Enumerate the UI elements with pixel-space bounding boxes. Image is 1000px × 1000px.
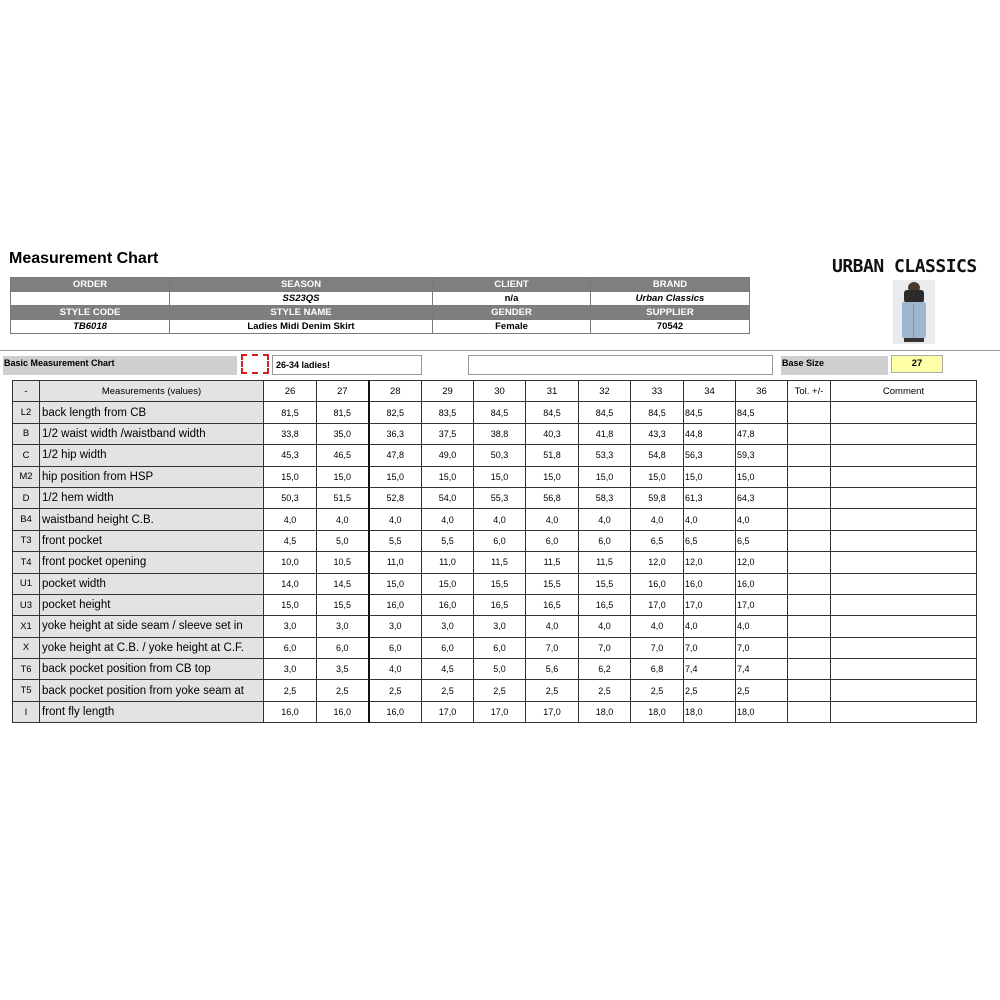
value-cell: 6,0 <box>526 530 579 551</box>
value-cell: 3,0 <box>264 659 317 680</box>
column-header: 26 <box>264 381 317 402</box>
row-code: T4 <box>13 552 40 573</box>
value-cell: 18,0 <box>736 701 788 722</box>
value-cell: 15,0 <box>264 594 317 615</box>
table-row <box>13 487 977 508</box>
notes-field <box>468 355 773 375</box>
value-cell: 15,0 <box>422 573 474 594</box>
value-cell: 82,5 <box>369 402 422 423</box>
row-measurement-name: front pocket opening <box>40 552 264 573</box>
tolerance-cell <box>788 552 831 573</box>
info-value-order <box>11 292 170 306</box>
value-cell: 3,0 <box>474 616 526 637</box>
value-cell: 15,0 <box>422 466 474 487</box>
value-cell: 7,0 <box>631 637 684 658</box>
value-cell: 16,5 <box>526 594 579 615</box>
value-cell: 37,5 <box>422 423 474 444</box>
info-label-style-code: STYLE CODE <box>11 306 170 320</box>
value-cell: 14,5 <box>317 573 369 594</box>
row-measurement-name: front pocket <box>40 530 264 551</box>
comment-cell <box>831 701 977 722</box>
info-value-supplier: 70542 <box>591 320 750 334</box>
row-code: T5 <box>13 680 40 701</box>
value-cell: 15,5 <box>526 573 579 594</box>
column-header: 32 <box>579 381 631 402</box>
value-cell: 38,8 <box>474 423 526 444</box>
value-cell: 16,0 <box>684 573 736 594</box>
tolerance-cell <box>788 530 831 551</box>
value-cell: 6,0 <box>369 637 422 658</box>
value-cell: 7,4 <box>684 659 736 680</box>
value-cell: 15,0 <box>526 466 579 487</box>
value-cell: 6,0 <box>474 530 526 551</box>
value-cell: 17,0 <box>526 701 579 722</box>
value-cell: 12,0 <box>736 552 788 573</box>
value-cell: 14,0 <box>264 573 317 594</box>
value-cell: 2,5 <box>317 680 369 701</box>
tolerance-cell <box>788 487 831 508</box>
value-cell: 3,0 <box>369 616 422 637</box>
value-cell: 47,8 <box>736 423 788 444</box>
comment-cell <box>831 616 977 637</box>
value-cell: 4,0 <box>264 509 317 530</box>
value-cell: 16,0 <box>369 701 422 722</box>
info-value-brand: Urban Classics <box>591 292 750 306</box>
table-row <box>13 637 977 658</box>
row-measurement-name: 1/2 waist width /waistband width <box>40 423 264 444</box>
value-cell: 17,0 <box>684 594 736 615</box>
value-cell: 43,3 <box>631 423 684 444</box>
value-cell: 52,8 <box>369 487 422 508</box>
row-measurement-name: pocket height <box>40 594 264 615</box>
table-row <box>13 530 977 551</box>
info-value-style-code: TB6018 <box>11 320 170 334</box>
value-cell: 4,5 <box>264 530 317 551</box>
value-cell: 15,0 <box>369 466 422 487</box>
value-cell: 81,5 <box>264 402 317 423</box>
value-cell: 2,5 <box>526 680 579 701</box>
value-cell: 36,3 <box>369 423 422 444</box>
column-header: 34 <box>684 381 736 402</box>
comment-cell <box>831 466 977 487</box>
value-cell: 40,3 <box>526 423 579 444</box>
value-cell: 5,5 <box>422 530 474 551</box>
value-cell: 4,0 <box>736 509 788 530</box>
value-cell: 83,5 <box>422 402 474 423</box>
value-cell: 2,5 <box>579 680 631 701</box>
value-cell: 6,5 <box>736 530 788 551</box>
table-row <box>13 594 977 615</box>
value-cell: 5,0 <box>474 659 526 680</box>
info-label-order: ORDER <box>11 278 170 292</box>
value-cell: 41,8 <box>579 423 631 444</box>
value-cell: 15,5 <box>579 573 631 594</box>
table-row <box>13 466 977 487</box>
table-row <box>13 423 977 444</box>
row-code: D <box>13 487 40 508</box>
column-header: - <box>13 381 40 402</box>
tolerance-cell <box>788 616 831 637</box>
row-code: U3 <box>13 594 40 615</box>
row-measurement-name: pocket width <box>40 573 264 594</box>
comment-cell <box>831 530 977 551</box>
value-cell: 16,0 <box>264 701 317 722</box>
value-cell: 55,3 <box>474 487 526 508</box>
comment-cell <box>831 509 977 530</box>
value-cell: 7,0 <box>579 637 631 658</box>
value-cell: 4,0 <box>369 509 422 530</box>
value-cell: 84,5 <box>736 402 788 423</box>
value-cell: 12,0 <box>684 552 736 573</box>
value-cell: 7,0 <box>736 637 788 658</box>
table-row <box>13 573 977 594</box>
value-cell: 6,0 <box>579 530 631 551</box>
tolerance-cell <box>788 659 831 680</box>
value-cell: 15,0 <box>579 466 631 487</box>
tolerance-cell <box>788 509 831 530</box>
value-cell: 16,0 <box>317 701 369 722</box>
value-cell: 4,0 <box>579 616 631 637</box>
value-cell: 4,0 <box>422 509 474 530</box>
row-code: I <box>13 701 40 722</box>
row-measurement-name: hip position from HSP <box>40 466 264 487</box>
row-code: T3 <box>13 530 40 551</box>
value-cell: 6,0 <box>317 637 369 658</box>
row-measurement-name: 1/2 hip width <box>40 445 264 466</box>
row-code: X <box>13 637 40 658</box>
value-cell: 56,3 <box>684 445 736 466</box>
value-cell: 4,5 <box>422 659 474 680</box>
row-code: X1 <box>13 616 40 637</box>
tolerance-cell <box>788 701 831 722</box>
value-cell: 5,0 <box>317 530 369 551</box>
value-cell: 50,3 <box>264 487 317 508</box>
info-label-brand: BRAND <box>591 278 750 292</box>
value-cell: 2,5 <box>474 680 526 701</box>
size-range-marker <box>241 354 269 374</box>
value-cell: 11,5 <box>526 552 579 573</box>
value-cell: 16,5 <box>474 594 526 615</box>
tolerance-cell <box>788 402 831 423</box>
row-code: B4 <box>13 509 40 530</box>
value-cell: 4,0 <box>631 616 684 637</box>
value-cell: 5,5 <box>369 530 422 551</box>
info-label-supplier: SUPPLIER <box>591 306 750 320</box>
value-cell: 58,3 <box>579 487 631 508</box>
value-cell: 17,0 <box>631 594 684 615</box>
row-measurement-name: front fly length <box>40 701 264 722</box>
value-cell: 64,3 <box>736 487 788 508</box>
value-cell: 15,0 <box>317 466 369 487</box>
column-header: 31 <box>526 381 579 402</box>
comment-cell <box>831 552 977 573</box>
value-cell: 4,0 <box>369 659 422 680</box>
value-cell: 2,5 <box>631 680 684 701</box>
value-cell: 47,8 <box>369 445 422 466</box>
page-title: Measurement Chart <box>9 250 159 267</box>
value-cell: 84,5 <box>526 402 579 423</box>
value-cell: 16,0 <box>736 573 788 594</box>
value-cell: 4,0 <box>684 509 736 530</box>
value-cell: 51,5 <box>317 487 369 508</box>
table-row <box>13 402 977 423</box>
value-cell: 3,0 <box>422 616 474 637</box>
value-cell: 6,5 <box>684 530 736 551</box>
table-row <box>13 680 977 701</box>
value-cell: 17,0 <box>474 701 526 722</box>
value-cell: 56,8 <box>526 487 579 508</box>
value-cell: 2,5 <box>264 680 317 701</box>
row-measurement-name: back length from CB <box>40 402 264 423</box>
value-cell: 18,0 <box>631 701 684 722</box>
column-header: 33 <box>631 381 684 402</box>
size-range-field: 26-34 ladies! <box>272 355 422 375</box>
info-label-client: CLIENT <box>433 278 591 292</box>
value-cell: 61,3 <box>684 487 736 508</box>
value-cell: 15,0 <box>264 466 317 487</box>
value-cell: 18,0 <box>579 701 631 722</box>
value-cell: 4,0 <box>684 616 736 637</box>
value-cell: 2,5 <box>422 680 474 701</box>
comment-cell <box>831 573 977 594</box>
row-measurement-name: 1/2 hem width <box>40 487 264 508</box>
value-cell: 84,5 <box>631 402 684 423</box>
info-label-style-name: STYLE NAME <box>170 306 433 320</box>
value-cell: 10,5 <box>317 552 369 573</box>
value-cell: 6,0 <box>422 637 474 658</box>
value-cell: 16,5 <box>579 594 631 615</box>
table-row <box>13 659 977 680</box>
value-cell: 6,0 <box>264 637 317 658</box>
tolerance-cell <box>788 573 831 594</box>
value-cell: 53,3 <box>579 445 631 466</box>
table-header-row <box>13 381 977 402</box>
row-code: L2 <box>13 402 40 423</box>
info-value-season: SS23QS <box>170 292 433 306</box>
value-cell: 15,0 <box>684 466 736 487</box>
comment-cell <box>831 680 977 701</box>
value-cell: 35,0 <box>317 423 369 444</box>
info-label-season: SEASON <box>170 278 433 292</box>
value-cell: 11,5 <box>474 552 526 573</box>
column-header: 30 <box>474 381 526 402</box>
value-cell: 7,4 <box>736 659 788 680</box>
measurement-table <box>12 380 977 723</box>
value-cell: 51,8 <box>526 445 579 466</box>
tolerance-cell <box>788 445 831 466</box>
value-cell: 3,5 <box>317 659 369 680</box>
row-measurement-name: yoke height at C.B. / yoke height at C.F. <box>40 637 264 658</box>
table-row <box>13 701 977 722</box>
value-cell: 6,2 <box>579 659 631 680</box>
value-cell: 44,8 <box>684 423 736 444</box>
base-size-label: Base Size <box>781 356 888 375</box>
tolerance-cell <box>788 680 831 701</box>
value-cell: 54,8 <box>631 445 684 466</box>
value-cell: 15,0 <box>369 573 422 594</box>
value-cell: 6,8 <box>631 659 684 680</box>
value-cell: 11,5 <box>579 552 631 573</box>
value-cell: 16,0 <box>631 573 684 594</box>
value-cell: 16,0 <box>422 594 474 615</box>
value-cell: 54,0 <box>422 487 474 508</box>
info-value-client: n/a <box>433 292 591 306</box>
table-row <box>13 509 977 530</box>
value-cell: 84,5 <box>684 402 736 423</box>
row-measurement-name: back pocket position from CB top <box>40 659 264 680</box>
value-cell: 18,0 <box>684 701 736 722</box>
value-cell: 50,3 <box>474 445 526 466</box>
value-cell: 4,0 <box>317 509 369 530</box>
value-cell: 2,5 <box>369 680 422 701</box>
value-cell: 4,0 <box>526 616 579 637</box>
value-cell: 11,0 <box>369 552 422 573</box>
value-cell: 7,0 <box>684 637 736 658</box>
value-cell: 12,0 <box>631 552 684 573</box>
value-cell: 17,0 <box>736 594 788 615</box>
value-cell: 4,0 <box>526 509 579 530</box>
value-cell: 5,6 <box>526 659 579 680</box>
row-measurement-name: back pocket position from yoke seam at <box>40 680 264 701</box>
value-cell: 4,0 <box>736 616 788 637</box>
value-cell: 33,8 <box>264 423 317 444</box>
value-cell: 15,0 <box>736 466 788 487</box>
value-cell: 3,0 <box>264 616 317 637</box>
comment-cell <box>831 445 977 466</box>
value-cell: 84,5 <box>474 402 526 423</box>
column-header: 28 <box>369 381 422 402</box>
value-cell: 7,0 <box>526 637 579 658</box>
row-code: B <box>13 423 40 444</box>
tolerance-cell <box>788 594 831 615</box>
value-cell: 2,5 <box>684 680 736 701</box>
value-cell: 46,5 <box>317 445 369 466</box>
row-code: M2 <box>13 466 40 487</box>
value-cell: 59,3 <box>736 445 788 466</box>
tolerance-cell <box>788 466 831 487</box>
value-cell: 6,5 <box>631 530 684 551</box>
value-cell: 15,0 <box>631 466 684 487</box>
divider <box>0 350 1000 351</box>
value-cell: 10,0 <box>264 552 317 573</box>
value-cell: 6,0 <box>474 637 526 658</box>
column-header: 29 <box>422 381 474 402</box>
row-code: U1 <box>13 573 40 594</box>
column-header: 36 <box>736 381 788 402</box>
comment-cell <box>831 594 977 615</box>
base-size-value: 27 <box>891 355 943 373</box>
value-cell: 11,0 <box>422 552 474 573</box>
row-measurement-name: waistband height C.B. <box>40 509 264 530</box>
value-cell: 4,0 <box>631 509 684 530</box>
comment-cell <box>831 637 977 658</box>
product-photo <box>893 280 935 344</box>
column-header: Measurements (values) <box>40 381 264 402</box>
table-row <box>13 445 977 466</box>
value-cell: 15,5 <box>317 594 369 615</box>
brand-logo: URBAN CLASSICS <box>832 256 977 277</box>
value-cell: 81,5 <box>317 402 369 423</box>
row-code: T6 <box>13 659 40 680</box>
comment-cell <box>831 487 977 508</box>
comment-cell <box>831 402 977 423</box>
column-header: Tol. +/- <box>788 381 831 402</box>
value-cell: 15,5 <box>474 573 526 594</box>
value-cell: 59,8 <box>631 487 684 508</box>
value-cell: 45,3 <box>264 445 317 466</box>
value-cell: 4,0 <box>579 509 631 530</box>
info-value-style-name: Ladies Midi Denim Skirt <box>170 320 433 334</box>
value-cell: 15,0 <box>474 466 526 487</box>
table-row <box>13 616 977 637</box>
value-cell: 84,5 <box>579 402 631 423</box>
info-table <box>10 277 750 334</box>
info-value-gender: Female <box>433 320 591 334</box>
value-cell: 17,0 <box>422 701 474 722</box>
value-cell: 2,5 <box>736 680 788 701</box>
row-code: C <box>13 445 40 466</box>
comment-cell <box>831 659 977 680</box>
value-cell: 3,0 <box>317 616 369 637</box>
row-measurement-name: yoke height at side seam / sleeve set in <box>40 616 264 637</box>
column-header: Comment <box>831 381 977 402</box>
table-row <box>13 552 977 573</box>
tolerance-cell <box>788 637 831 658</box>
info-label-gender: GENDER <box>433 306 591 320</box>
value-cell: 49,0 <box>422 445 474 466</box>
value-cell: 4,0 <box>474 509 526 530</box>
comment-cell <box>831 423 977 444</box>
column-header: 27 <box>317 381 369 402</box>
value-cell: 16,0 <box>369 594 422 615</box>
basic-chart-label: Basic Measurement Chart <box>3 356 237 375</box>
tolerance-cell <box>788 423 831 444</box>
